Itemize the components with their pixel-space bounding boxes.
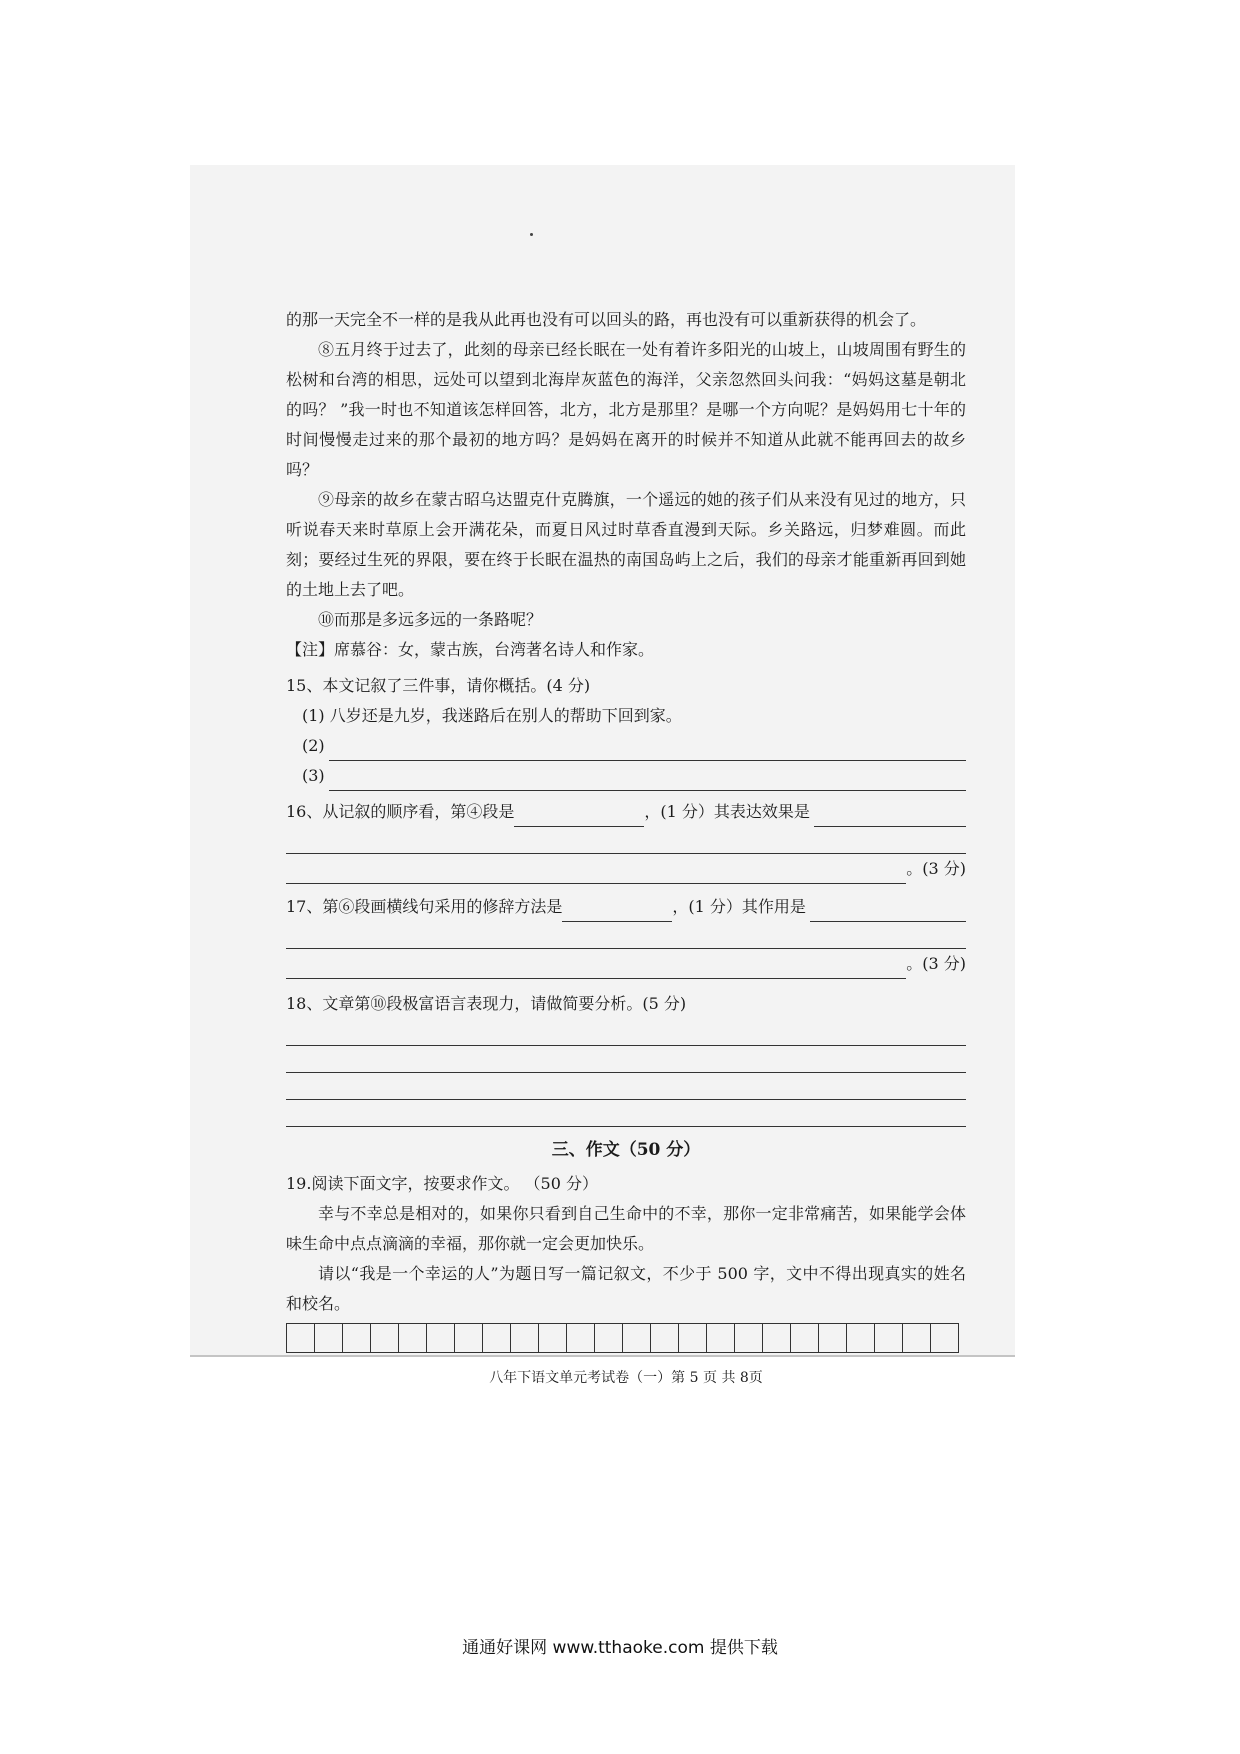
grid-cell[interactable] — [371, 1323, 399, 1353]
grid-cell[interactable] — [651, 1323, 679, 1353]
answer-blank-16-order[interactable] — [514, 808, 644, 827]
page-footer: 八年下语文单元考试卷（一）第 5 页 共 8页 — [489, 1370, 763, 1386]
grid-cell[interactable] — [679, 1323, 707, 1353]
answer-line-15-2[interactable] — [329, 740, 966, 761]
grid-cell[interactable] — [567, 1323, 595, 1353]
grid-cell[interactable] — [539, 1323, 567, 1353]
answer-line-16-2[interactable] — [286, 827, 966, 854]
question-15-item-3-label: (3) — [302, 766, 325, 785]
grid-cell[interactable] — [427, 1323, 455, 1353]
question-17-end-row — [286, 949, 966, 979]
writing-grid[interactable] — [286, 1323, 959, 1353]
question-16-score: 。(3 分) — [906, 859, 966, 878]
composition-prompt: 幸与不幸总是相对的，如果你只看到自己生命中的不幸，那你一定非常痛苦，如果能学会体味生命中点点滴滴的幸福，那你就一定会更加快乐。 — [286, 1204, 966, 1253]
grid-cell[interactable] — [847, 1323, 875, 1353]
grid-cell[interactable] — [707, 1323, 735, 1353]
composition-requirement: 请以“我是一个幸运的人”为题日写一篇记叙文，不少于 500 字，文中不得出现真实的姓名和校名。 — [286, 1264, 966, 1313]
page-content — [286, 305, 966, 1393]
grid-cell[interactable] — [735, 1323, 763, 1353]
question-17-text-b: ，(1 分）其作用是 — [672, 897, 806, 916]
answer-line-17-3[interactable] — [286, 958, 906, 979]
question-15-item-2-row — [286, 731, 966, 761]
paragraph-8: ⑧五月终于过去了，此刻的母亲已经长眠在一处有着许多阳光的山坡上，山坡周围有野生的松树和台湾的相思，远处可以望到北海岸灰蓝色的海洋，父亲忽然回头问我：“妈妈这墓是朝北的吗？ ”我一时也不知道该怎样回答，北方，北方是那里？是哪一个方向呢？是妈妈用七十年的时间慢慢走过来的那个最初的地方吗？是妈妈在离开的时候并不知道从此就不能再回去的故乡吗？ — [286, 340, 966, 479]
paragraph-10: ⑩而那是多远多远的一条路呢？ — [318, 610, 543, 629]
grid-cell[interactable] — [763, 1323, 791, 1353]
answer-line-16-3[interactable] — [286, 863, 906, 884]
grid-cell[interactable] — [483, 1323, 511, 1353]
question-19: 19.阅读下面文字，按要求作文。 （50 分） — [286, 1174, 598, 1193]
download-credit: 通通好课网 www.tthaoke.com 提供下载 — [462, 1638, 778, 1658]
question-17-score: 。(3 分) — [906, 954, 966, 973]
scan-speck — [530, 233, 533, 236]
question-15: 15、本文记叙了三件事，请你概括。(4 分) — [286, 676, 591, 695]
grid-cell[interactable] — [399, 1323, 427, 1353]
answer-line-17-effect[interactable] — [810, 901, 966, 922]
answer-line-18-2[interactable] — [286, 1046, 966, 1073]
answer-line-18-3[interactable] — [286, 1073, 966, 1100]
passage-continuation: 的那一天完全不一样的是我从此再也没有可以回头的路，再也没有可以重新获得的机会了。 — [286, 310, 927, 329]
grid-cell[interactable] — [315, 1323, 343, 1353]
answer-line-18-4[interactable] — [286, 1100, 966, 1127]
question-16-end-row — [286, 854, 966, 884]
answer-line-17-2[interactable] — [286, 922, 966, 949]
question-17-text-a: 17、第⑥段画横线句采用的修辞方法是 — [286, 897, 563, 916]
answer-line-15-3[interactable] — [329, 770, 966, 791]
grid-cell[interactable] — [623, 1323, 651, 1353]
composition-section-title: 三、作文（50 分） — [551, 1140, 701, 1160]
grid-cell[interactable] — [903, 1323, 931, 1353]
question-17-row — [286, 892, 966, 922]
scanned-exam-page — [190, 165, 1015, 1386]
grid-cell[interactable] — [931, 1323, 959, 1353]
answer-line-18-1[interactable] — [286, 1019, 966, 1046]
question-15-item-1: (1) 八岁还是九岁，我迷路后在别人的帮助下回到家。 — [302, 706, 682, 725]
grid-cell[interactable] — [819, 1323, 847, 1353]
author-note: 【注】席慕谷：女，蒙古族，台湾著名诗人和作家。 — [286, 640, 655, 659]
grid-cell[interactable] — [875, 1323, 903, 1353]
grid-cell[interactable] — [287, 1323, 315, 1353]
grid-cell[interactable] — [791, 1323, 819, 1353]
question-18: 18、文章第⑩段极富语言表现力，请做简要分析。(5 分) — [286, 994, 687, 1013]
question-16-text-b: ，(1 分）其表达效果是 — [644, 802, 810, 821]
grid-cell[interactable] — [455, 1323, 483, 1353]
question-16-row — [286, 797, 966, 827]
grid-cell[interactable] — [595, 1323, 623, 1353]
question-15-item-3-row — [286, 761, 966, 791]
grid-cell[interactable] — [511, 1323, 539, 1353]
grid-cell[interactable] — [343, 1323, 371, 1353]
answer-line-16-effect[interactable] — [814, 806, 966, 827]
question-16-text-a: 16、从记叙的顺序看，第④段是 — [286, 802, 515, 821]
answer-blank-17-device[interactable] — [562, 903, 672, 922]
paragraph-9: ⑨母亲的故乡在蒙古昭乌达盟克什克腾旗，一个遥远的她的孩子们从来没有见过的地方，只听说春天来时草原上会开满花朵，而夏日风过时草香直漫到天际。乡关路远，归梦难圆。而此刻；要经过生死的界限，要在终于长眠在温热的南国岛屿上之后，我们的母亲才能重新再回到她的土地上去了吧。 — [286, 490, 966, 599]
question-15-item-2-label: (2) — [302, 736, 325, 755]
